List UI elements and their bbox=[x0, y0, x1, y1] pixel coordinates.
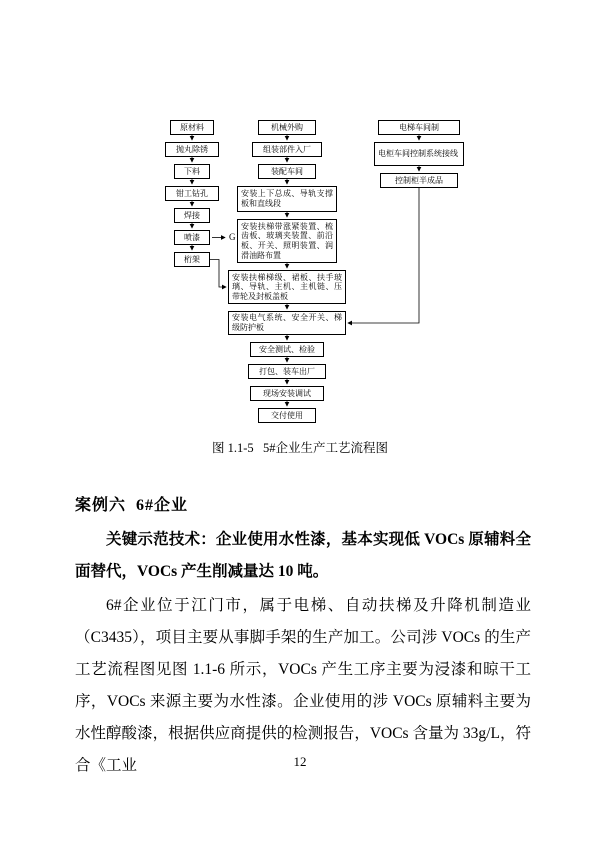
flow-box-raw-materials: 原材料 bbox=[170, 120, 214, 135]
flow-box-install-steps-parts: 安装扶梯梯级、裙板、扶手玻璃、导轨、主机、主机链、压带轮及封板盖板 bbox=[228, 270, 346, 304]
body-paragraph: 6#企业位于江门市，属于电梯、自动扶梯及升降机制造业（C3435），项目主要从事脚手架的生产加工。公司涉 VOCs 的生产工艺流程图见图 1.1-6 所示，VOCs 产生工序主要为浸漆和晾干工序，VOCs 来源主要为水性漆。企业使用的涉 VOCs 原辅料主要为水性醇酸漆，根据供应商提供的检测报告，VOCs 含量为 33g/L，符合《工业 bbox=[75, 597, 531, 774]
flow-box-fitter-drilling: 钳工钻孔 bbox=[165, 186, 219, 201]
flow-box-delivery: 交付使用 bbox=[258, 408, 316, 423]
flow-box-assembly-workshop: 装配车间 bbox=[258, 164, 316, 179]
flow-box-painting: 喷漆 bbox=[174, 230, 210, 245]
flow-box-safety-test-inspection: 安全测试、检验 bbox=[250, 342, 324, 357]
flow-box-shot-blast-derust: 抛丸除锈 bbox=[165, 142, 219, 157]
flow-box-cabinet-control-wiring: 电柜车间控制系统接线 bbox=[374, 142, 464, 166]
gas-emission-label: G bbox=[229, 232, 236, 242]
flow-box-cutting: 下料 bbox=[174, 164, 210, 179]
flow-box-onsite-installation: 现场安装调试 bbox=[250, 386, 324, 401]
flow-box-packing-shipping: 打包、装车出厂 bbox=[248, 364, 326, 379]
figure-caption: 图 1.1-5 5#企业生产工艺流程图 bbox=[211, 441, 389, 455]
flow-box-welding: 焊接 bbox=[174, 208, 210, 223]
flow-box-assembly-parts-in: 组装部件入厂 bbox=[252, 142, 322, 157]
page-number: 12 bbox=[293, 754, 307, 769]
flow-box-elevator-workshop: 电梯车间制 bbox=[378, 120, 460, 135]
flow-box-truss: 桁架 bbox=[174, 252, 210, 267]
flow-box-install-upper-lower-assembly: 安装上下总成、导轨支撑板和直线段 bbox=[237, 186, 337, 212]
key-technology-paragraph: 关键示范技术：企业使用水性漆，基本实现低 VOCs 原辅料全面替代，VOCs 产生削减量达 10 吨。 bbox=[75, 531, 531, 580]
flow-box-purchased-machinery: 机械外购 bbox=[258, 120, 316, 135]
flow-box-control-cabinet-semifinished: 控制柜半成品 bbox=[380, 173, 458, 188]
section-heading: 案例六 6#企业 bbox=[75, 497, 189, 514]
flow-box-install-electrical-system: 安装电气系统、安全开关、梯级防护板 bbox=[228, 311, 346, 335]
flow-box-install-tension-devices: 安装扶梯带涨紧装置、梳齿板、玻璃夹装置、前沿板、开关、照明装置、润滑油路布置 bbox=[237, 219, 337, 263]
